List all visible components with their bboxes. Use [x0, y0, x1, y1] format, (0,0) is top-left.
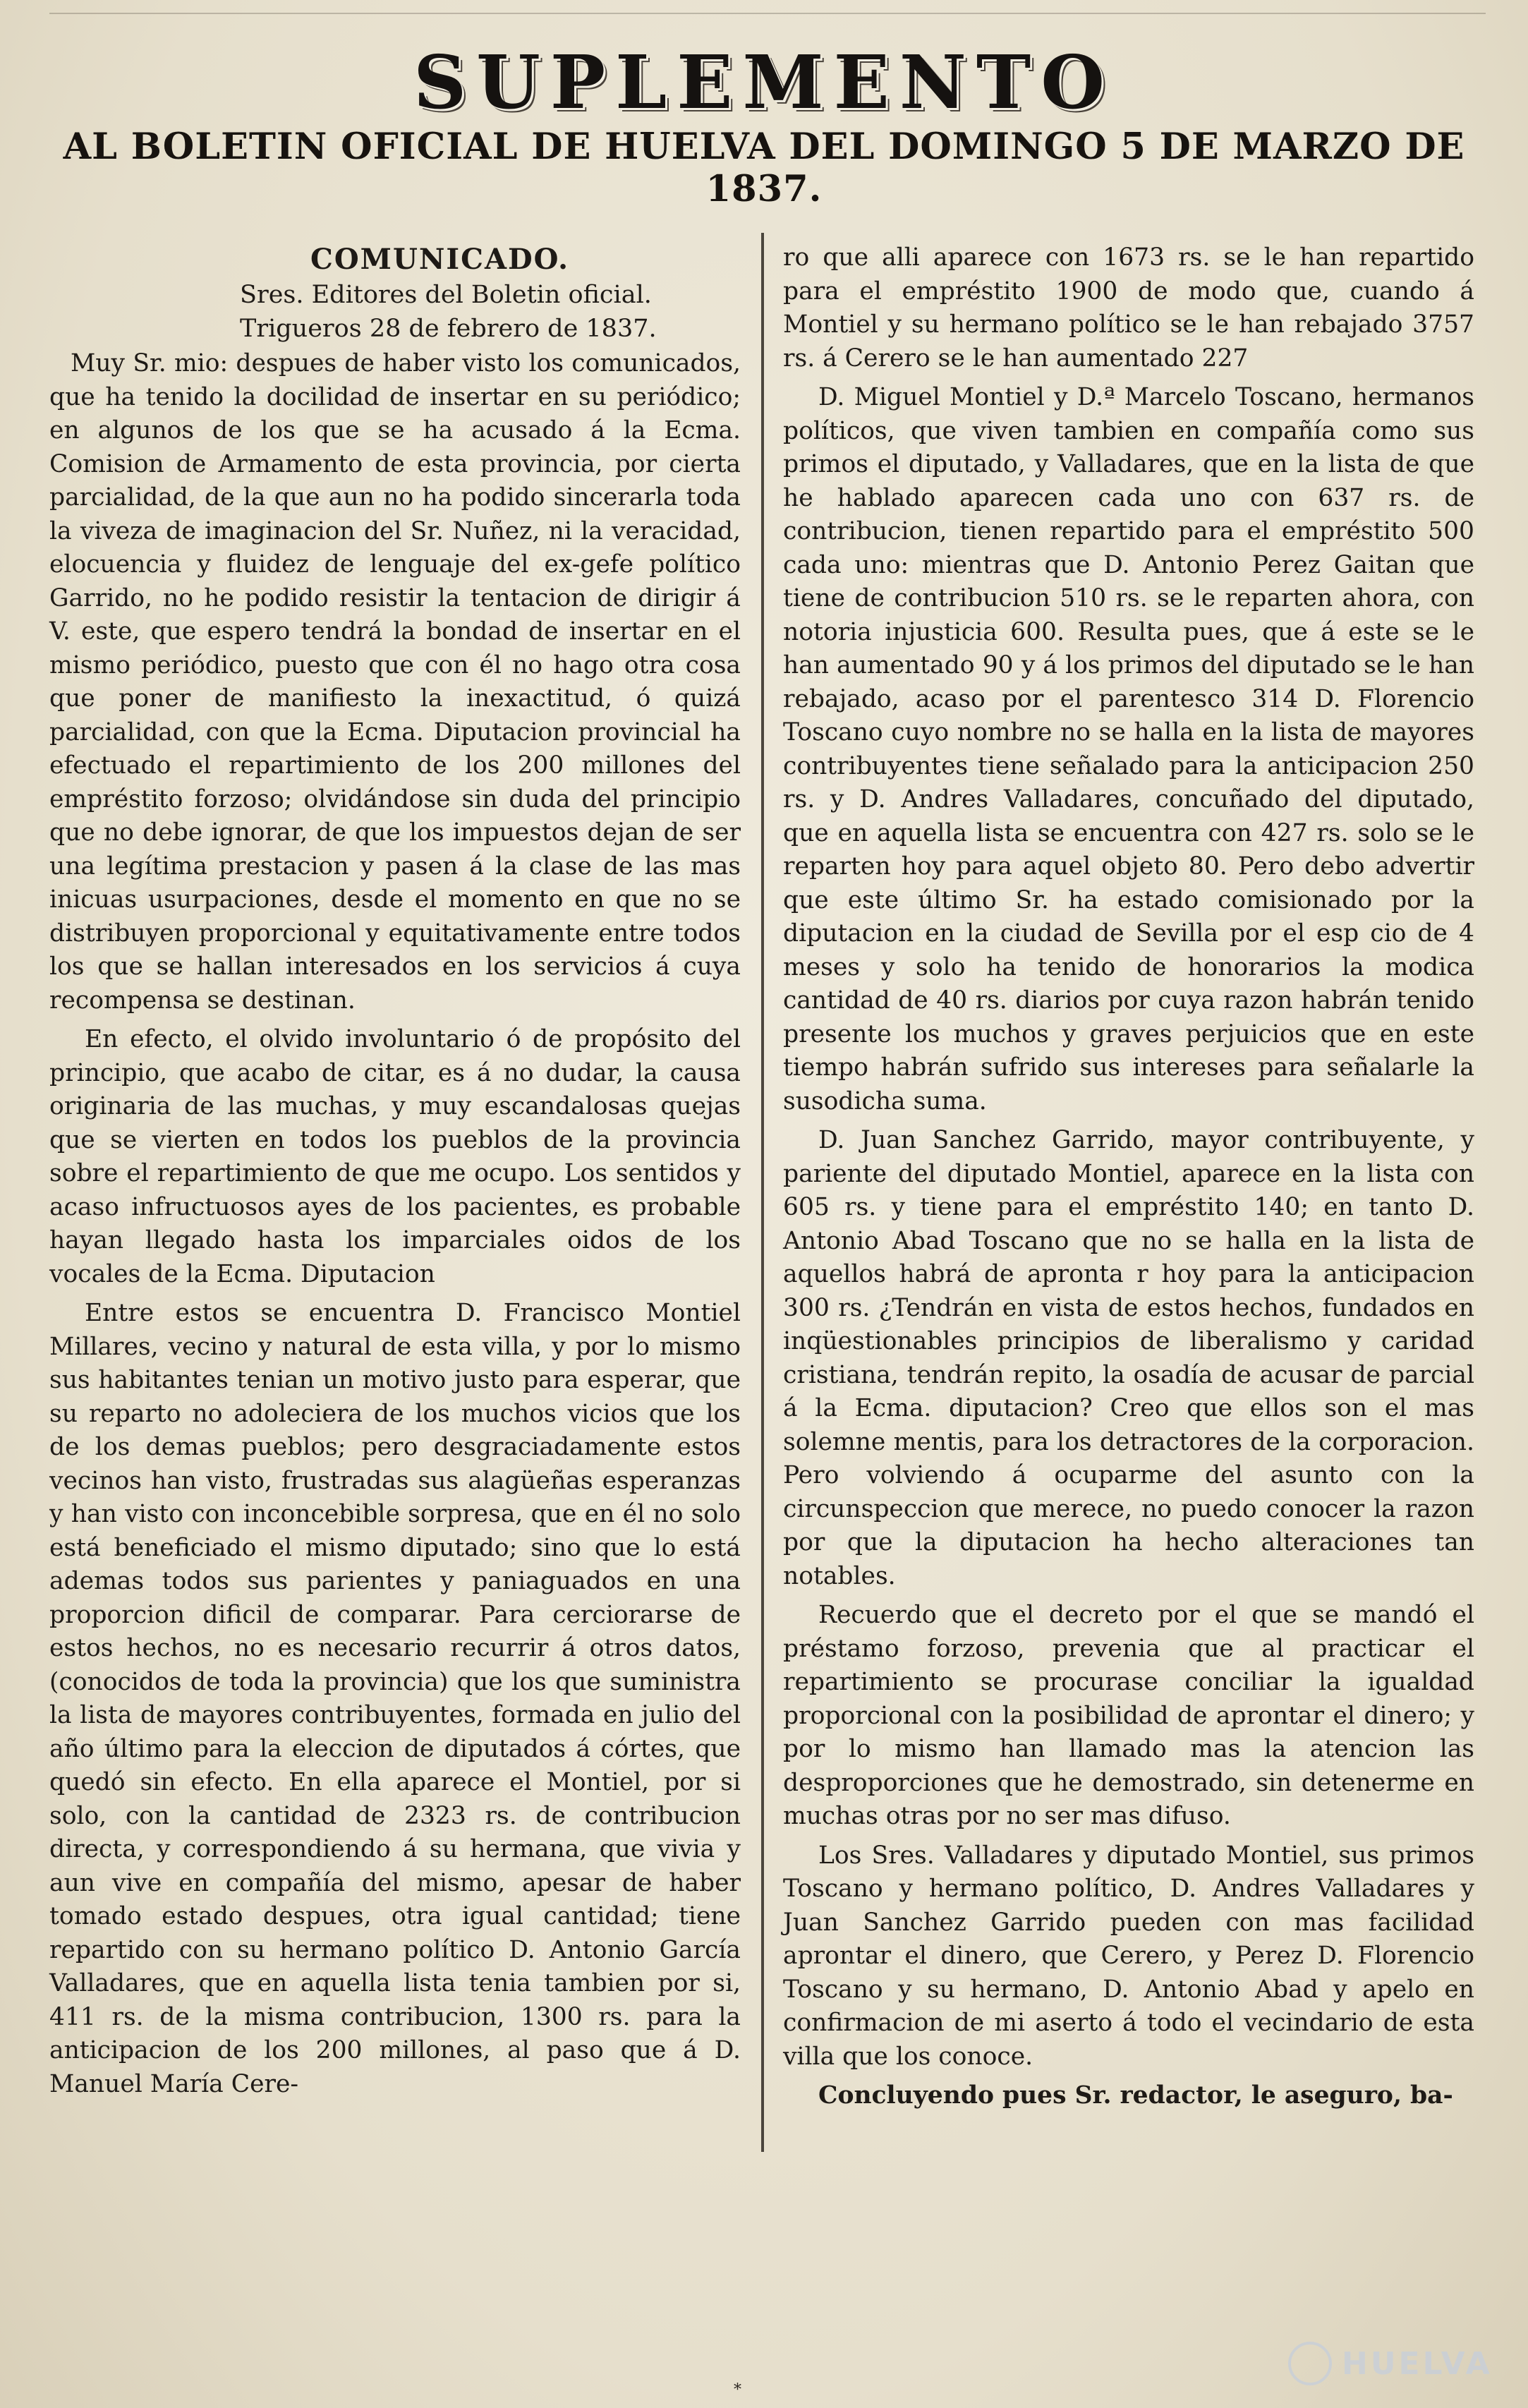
paragraph: Los Sres. Valladares y diputado Montiel, sus primos Toscano y hermano político, D. Andres Valladares y Juan Sanchez Garrido pueden con mas facilidad aprontar el dinero, que Cerero, y Perez D. Florencio Toscano y su hermano, D. Antonio Abad y apelo en confirmacion de mi aserto á todo el vecindario de esta villa que los conoce.	[783, 1841, 1474, 2071]
closing-line: Concluyendo pues Sr. redactor, le aseguro, ba-	[818, 2081, 1453, 2110]
left-column	[49, 241, 741, 2101]
paragraph: Entre estos se encuentra D. Francisco Montiel Millares, vecino y natural de esta villa, y por lo mismo sus habitantes tenian un motivo justo para esperar, que su reparto no adoleciera de los muchos vicios que los de los demas pueblos; pero desgraciadamente estos vecinos han visto, frustradas sus alagüeñas esperanzas y han visto con inconcebible sorpresa, que en él no solo está beneficiado el mismo diputado; sino que lo está ademas todos sus parientes y paniaguados en una proporcion dificil de comparar. Para cerciorarse de estos hechos, no es necesario recurrir á otros datos, (conocidos de toda la provincia) que los que suministra la lista de mayores contribuyentes, formada en julio del año último para la eleccion de diputados á córtes, que quedó sin efecto. En ella aparece el Montiel, por si solo, con la cantidad de 2323 rs. de contribucion directa, y correspondiendo á su hermana, que vivia y aun vive en compañía del mismo, apesar de haber tomado estado despues, otra igual cantidad; tiene repartido con su hermano político D. Antonio García Valladares, que en aquella lista tenia tambien por si, 411 rs. de la misma contribucion, 1300 rs. para la anticipacion de los 200 millones, al paso que á D. Manuel María Cere-	[49, 1299, 741, 2098]
masthead-title: SUPLEMENTO	[413, 39, 1115, 126]
paragraph: En efecto, el olvido involuntario ó de propósito del principio, que acabo de citar, es á no dudar, la causa originaria de las muchas, y muy escandalosas quejas que se vierten en todos los pueblos de la provincia sobre el repartimiento de que me ocupo. Los sentidos y acaso infructuosos ayes de los pacientes, es probable hayan llegado hasta los imparciales oidos de los vocales de la Ecma. Diputacion	[49, 1025, 741, 1288]
paragraph-continuation: ro que alli aparece con 1673 rs. se le han repartido para el empréstito 1900 de modo que, cuando á Montiel y su hermano político se le han rebajado 3757 rs. á Cerero se le han aumentado 227	[783, 243, 1474, 373]
article-heading: COMUNICADO.	[310, 243, 570, 276]
paragraph: Recuerdo que el decreto por el que se mandó el préstamo forzoso, prevenia que al practicar el repartimiento se procurase conciliar la igualdad proporcional con la posibilidad de aprontar el dinero; y por lo mismo han llamado mas la atencion las desproporciones que he demostrado, sin detenerme en muchas otras por no ser mas difuso.	[783, 1601, 1474, 1830]
archive-watermark	[1288, 2335, 1500, 2392]
paragraph: D. Juan Sanchez Garrido, mayor contribuyente, y pariente del diputado Montiel, aparece en la lista con 605 rs. y tiene para el empréstito 140; en tanto D. Antonio Abad Toscano que no se halla en la lista de aquellos habrá de apronta r hoy para la anticipacion 300 rs. ¿Tendrán en vista de estos hechos, fundados en inqüestionables principios de liberalismo y caridad cristiana, tendrán repito, la osadía de acusar de parcial á la Ecma. diputacion? Creo que ellos son el mas solemne mentis, para los detractores de la corporacion. Pero volviendo á ocuparme del asunto con la circunspeccion que merece, no puedo conocer la razon por que la diputacion ha hecho alteraciones tan notables.	[783, 1126, 1474, 1590]
masthead-subtitle: AL BOLETIN OFICIAL DE HUELVA DEL DOMINGO 5 DE MARZO DE 1837.	[63, 126, 1465, 210]
column-divider	[761, 233, 764, 2152]
dateline: Trigueros 28 de febrero de 1837.	[240, 315, 657, 343]
salutation: Sres. Editores del Boletin oficial.	[240, 281, 652, 309]
paragraph: D. Miguel Montiel y D.ª Marcelo Toscano, hermanos políticos, que viven tambien en compañía como sus primos el diputado, y Valladares, que en la lista de que he hablado aparecen cada uno con 637 rs. de contribucion, tienen repartido para el empréstito 500 cada uno: mientras que D. Antonio Perez Gaitan que tiene de contribucion 510 rs. se le reparten ahora, con notoria injusticia 600. Resulta pues, que á este se le han aumentado 90 y á los primos del diputado se le han rebajado, acaso por el parentesco 314 D. Florencio Toscano cuyo nombre no se halla en la lista de mayores contribuyentes tiene señalado para la anticipacion 250 rs. y D. Andres Valladares, concuñado del diputado, que en aquella lista se encuentra con 427 rs. solo se le reparten hoy para aquel objeto 80. Pero debo advertir que este último Sr. ha estado comisionado por la diputacion en la ciudad de Sevilla por el esp cio de 4 meses y solo ha tenido de honorarios la modica cantidad de 40 rs. diarios por cuya razon habrán tenido presente los muchos y graves perjuicios que en este tiempo habrán sufrido sus intereses para señalarle la susodicha suma.	[783, 383, 1474, 1115]
top-rule	[49, 0, 1486, 14]
paragraph: Muy Sr. mio: despues de haber visto los comunicados, que ha tenido la docilidad de insertar en su periódico; en algunos de los que se ha acusado á la Ecma. Comision de Armamento de esta provincia, por cierta parcialidad, de la que aun no ha podido sincerarla toda la viveza de imaginacion del Sr. Nuñez, ni la veracidad, elocuencia y fluidez de lenguaje del ex-gefe político Garrido, no he podido resistir la tentacion de dirigir á V. este, que espero tendrá la bondad de insertar en el mismo periódico, puesto que con él no hago otra cosa que poner de manifiesto la inexactitud, ó quizá parcialidad, con que la Ecma. Diputacion provincial ha efectuado el repartimiento de los 200 millones del empréstito forzoso; olvidándose sin duda del principio que no debe ignorar, de que los impuestos dejan de ser una legítima prestacion y pasen á la clase de las mas inicuas usurpaciones, desde el momento en que no se distribuyen proporcional y equitativamente entre todos los que se hallan interesados en los servicios á cuya recompensa se destinan.	[49, 349, 741, 1015]
seal-icon	[1288, 2342, 1332, 2385]
folio-mark: *	[734, 2381, 741, 2399]
right-column	[783, 241, 1474, 2113]
watermark-text: HUELVA	[1342, 2345, 1493, 2382]
